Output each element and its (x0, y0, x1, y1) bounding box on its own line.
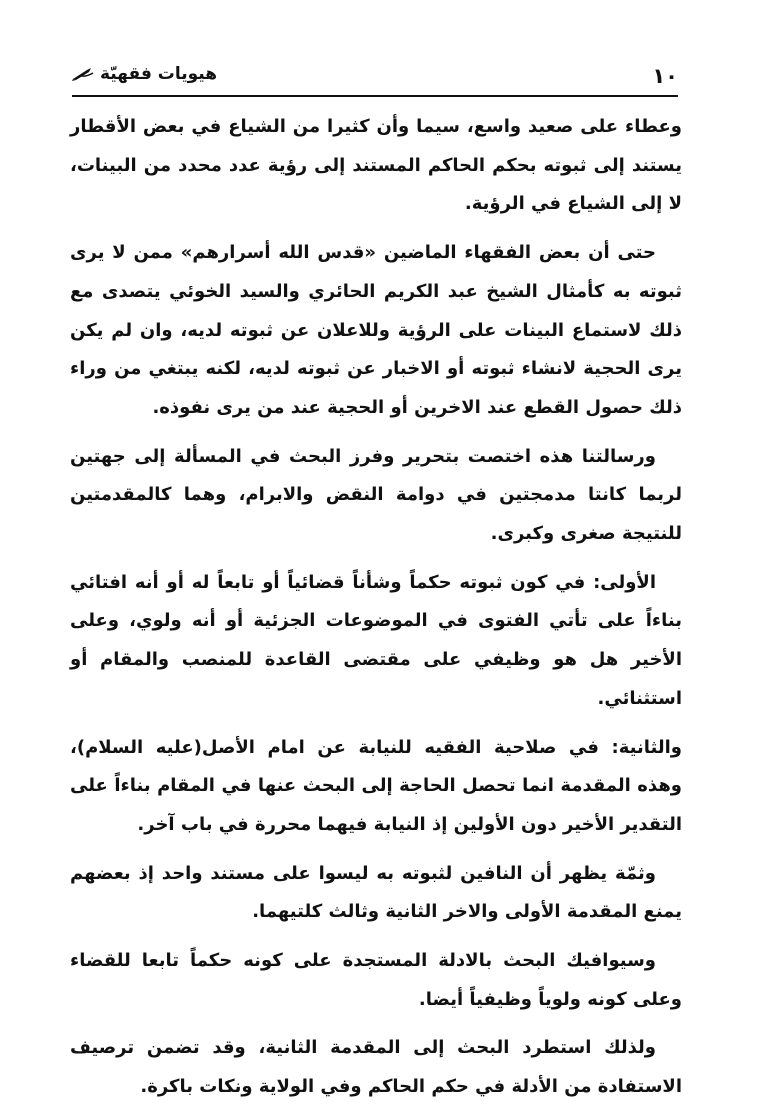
body-text (70, 108, 682, 1117)
paragraph-text: وسيوافيك البحث بالادلة المستجدة على كونه حكماً تابعا للقضاء وعلى كونه ولوياً وظيفياً أيضا. (70, 950, 682, 1010)
paragraph (70, 108, 682, 224)
paragraph (70, 855, 682, 932)
paragraph (70, 564, 682, 719)
paragraph-text: ورسالتنا هذه اختصت بتحرير وفرز البحث في المسألة إلى جهتين لربما كانتا مدمجتين في دوامة النقض والابرام، وهما كالمقدمتين للنتيجة صغرى وكبرى. (70, 445, 682, 545)
paragraph-text: في صلاحية الفقيه للنيابة عن امام الأصل(عليه السلام)، وهذه المقدمة انما تحصل الحاجة إلى البحث عنها في المقام بناءاً على التقدير الأخير دون الأولين إذ النيابة فيهما محررة في باب آخر. (70, 736, 682, 835)
paragraph-text: وعطاء على صعيد واسع، سيما وأن كثيرا من الشياع في بعض الأقطار يستند إلى ثبوته بحكم الحاكم المستند إلى رؤية عدد محدد من البينات، لا إلى الشياع في الرؤية. (70, 116, 682, 215)
page-header (72, 62, 678, 96)
paragraph-text: حتى أن بعض الفقهاء الماضين «قدس الله أسرارهم» ممن لا يرى ثبوته به كأمثال الشيخ عبد الكريم الحائري والسيد الخوئي يتصدى مع ذلك لاستماع البينات على الرؤية وللاعلان عن ثبوته لديه، وان لم يكن يرى الحجية لانشاء ثبوته أو الاخبار عن ثبوته لديه، لكنه يبتغي من وراء ذلك حصول القطع عند الاخرين أو الحجية عند من يرى نفوذه. (70, 242, 682, 418)
paragraph (70, 234, 682, 428)
paragraph (70, 438, 682, 554)
paragraph-text: وثمّة يظهر أن النافين لثبوته به ليسوا على مستند واحد إذ بعضهم يمنع المقدمة الأولى والاخر الثانية وثالث كلتيهما. (70, 862, 682, 923)
paragraph (70, 729, 682, 845)
page-number: ١٠ (652, 64, 678, 88)
header-divider (72, 95, 678, 97)
book-title: هيويات فقهيّة (100, 64, 217, 84)
paragraph (70, 1029, 682, 1106)
paragraph-lead: والثانية: (611, 736, 682, 758)
pen-icon (72, 67, 94, 81)
running-title (72, 64, 217, 84)
paragraph-lead: الأولى: (593, 571, 656, 593)
paragraph (70, 942, 682, 1019)
paragraph-text: ولذلك استطرد البحث إلى المقدمة الثانية، وقد تضمن ترصيف الاستفادة من الأدلة في حكم الحاكم وفي الولاية ونكات باكرة. (70, 1037, 682, 1098)
paragraph-text: في كون ثبوته حكماً وشأناً قضائياً أو تابعاً له أو أنه افتائي بناءاً على تأتي الفتوى في الموضوعات الجزئية أو أنه ولوي، وعلى الأخير هل هو وظيفي على مقتضى القاعدة للمنصب والمقام أو استثنائي. (70, 571, 682, 709)
